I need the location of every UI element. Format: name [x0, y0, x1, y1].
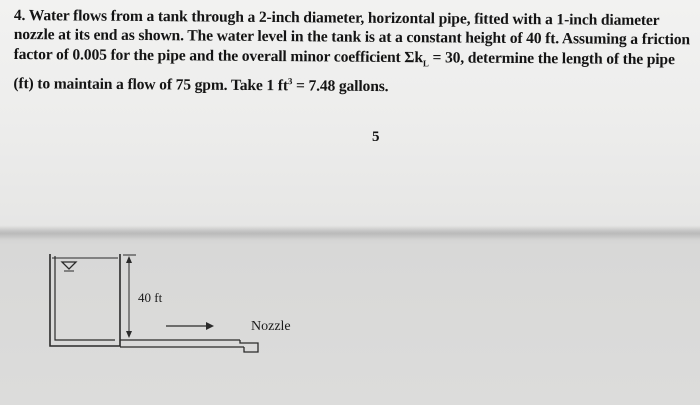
problem-line-3-start: factor of 0.005 for the pipe and the overall minor coefficient Σk	[13, 45, 423, 67]
problem-line-2: nozzle at its end as shown. The water level in the tank is at a constant height of 40 ft. Assuming a friction	[13, 26, 690, 49]
nozzle-label: Nozzle	[251, 319, 291, 334]
height-label: 40 ft	[138, 290, 163, 305]
tank-inner-wall	[55, 256, 115, 340]
free-surface-triangle-icon	[62, 262, 76, 269]
nozzle-outline	[240, 340, 258, 352]
tank-outline	[50, 254, 120, 346]
flow-arrow-icon	[206, 322, 214, 330]
minor-loss-subscript: L	[422, 58, 429, 69]
problem-line-4-start: (ft) to maintain a flow of 75 gpm. Take 1 ft	[13, 75, 288, 95]
problem-line-1: 4. Water flows from a tank through a 2-inch diameter, horizontal pipe, fitted with a 1-inch diameter	[13, 6, 660, 30]
height-arrow-up-icon	[126, 256, 132, 263]
cubic-superscript: 3	[287, 76, 293, 87]
problem-line-3-end: = 30, determine the length of the pipe	[428, 49, 675, 69]
page-number: 5	[372, 129, 380, 145]
problem-line-4-end: = 7.48 gallons.	[292, 77, 389, 96]
height-arrow-down-icon	[126, 331, 132, 338]
